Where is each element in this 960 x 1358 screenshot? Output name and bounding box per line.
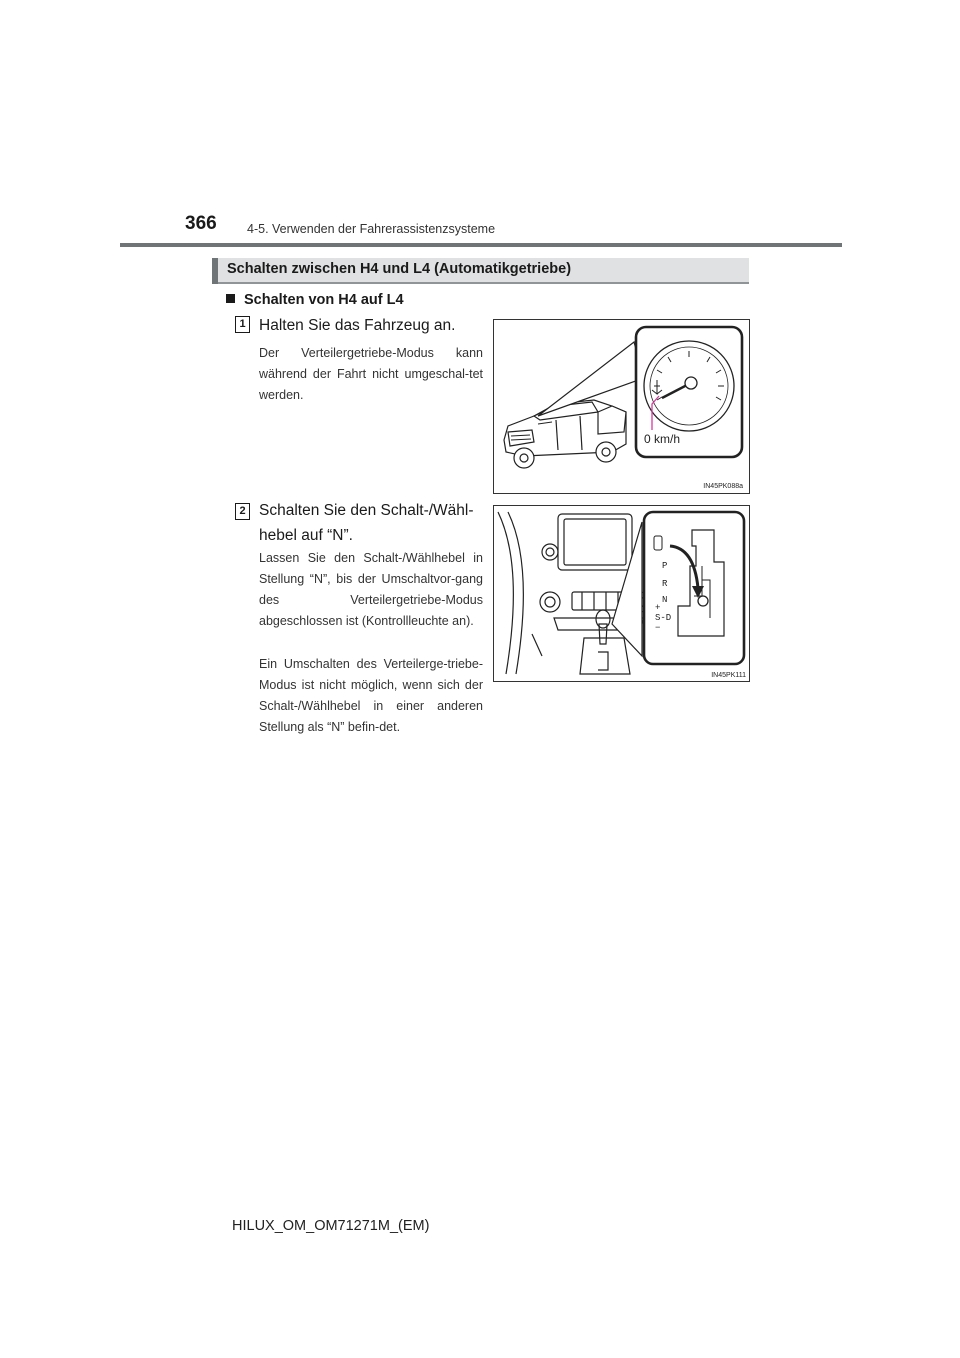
gear-label-p: P [662, 561, 668, 571]
step-2-title: Schalten Sie den Schalt-/Wähl-hebel auf “N”. [259, 502, 474, 544]
gear-label-sd: S-D [655, 613, 672, 623]
page-number: 366 [185, 213, 217, 234]
step-2-text-2: Ein Umschalten des Verteilerge-triebe-Modus ist nicht möglich, wenn sich der Schalt-/Wählhebel in einer anderen Stellung als “N” befin-det. [259, 657, 483, 734]
step-1-title: Halten Sie das Fahrzeug an. [259, 317, 456, 334]
section-title: Schalten zwischen H4 und L4 (Automatikgetriebe) [227, 261, 572, 277]
step-badge-2: 2 [235, 503, 250, 520]
figure-code-2: IN45PK111 [711, 672, 746, 679]
title-accent [212, 258, 218, 284]
step-1-text: Der Verteilergetriebe-Modus kann während der Fahrt nicht umgeschal-tet werden. [259, 346, 483, 402]
figure-shift-lever [493, 505, 750, 682]
gear-label-plus: + [655, 603, 661, 613]
square-bullet-icon [226, 294, 235, 303]
document-id: HILUX_OM_OM71271M_(EM) [232, 1218, 430, 1234]
subsection-heading [226, 292, 404, 308]
step-2-text-1: Lassen Sie den Schalt-/Wählhebel in Stellung “N”, bis der Umschaltvor-gang des Verteilergetriebe-Modus abgeschlossen ist (Kontrollleuchte an). [259, 551, 483, 628]
subsection-title: Schalten von H4 auf L4 [244, 292, 404, 308]
truck-speedometer-illustration [494, 320, 749, 493]
gear-label-minus: − [655, 623, 661, 633]
figure-code-1: IN45PK088a [703, 483, 743, 490]
step-badge-1: 1 [235, 316, 250, 333]
section-header: 4-5. Verwenden der Fahrerassistenzsysteme [247, 222, 496, 236]
gear-label-n: N [662, 595, 668, 605]
gear-label-r: R [662, 579, 668, 589]
header-rule [120, 243, 842, 247]
shift-lever-illustration [494, 506, 749, 681]
speed-label: 0 km/h [644, 432, 681, 446]
section-title-bar [212, 258, 749, 284]
figure-truck-speedometer [493, 319, 750, 494]
